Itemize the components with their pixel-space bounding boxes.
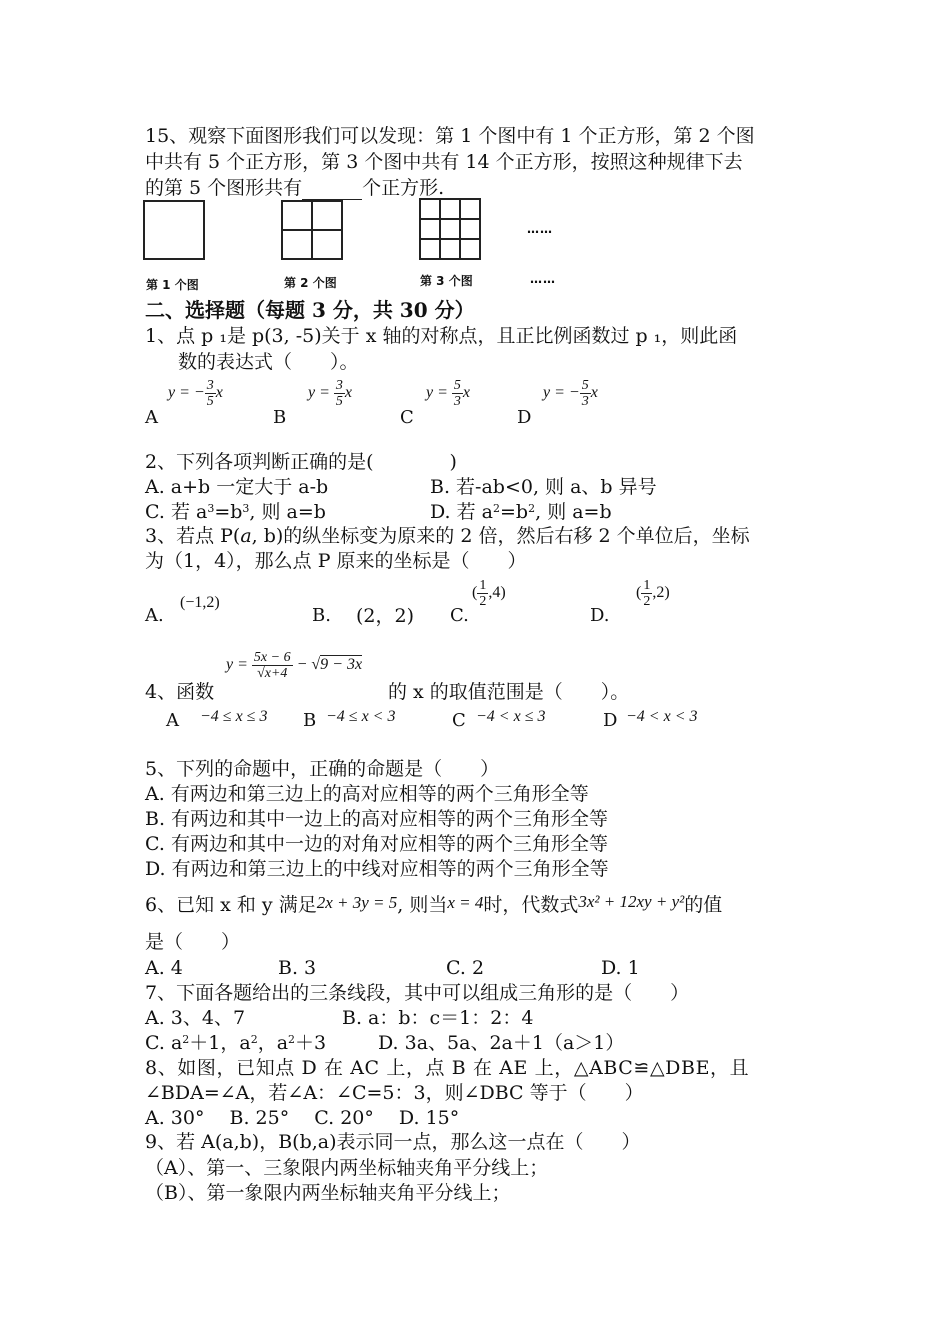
square-pattern-figures: [130, 195, 590, 295]
q1-option-b: B: [273, 407, 287, 428]
q2-option-a: A. a+b 一定大于 a-b: [145, 476, 329, 498]
figure-3-grid: [420, 199, 480, 259]
q6-option-d: D. 1: [601, 957, 640, 979]
q6-option-c: C. 2: [446, 957, 485, 979]
caption-figure-2: 第 2 个图: [284, 276, 337, 290]
caption-figure-1: 第 1 个图: [146, 278, 199, 292]
q4-range-a: −4 ≤ x ≤ 3: [200, 708, 268, 725]
q3-option-a: A.: [145, 605, 164, 626]
q4-formula: y = $\frac{5x - 6}{√x+4}$ − √9 − 3x: [226, 650, 363, 681]
q8-options: A. 30° B. 25° C. 20° D. 15°: [145, 1107, 460, 1129]
q7-option-c: C. $a^2+1$，$a^2$，$a^2+3$: [145, 1032, 327, 1054]
q6-option-b: B. 3: [278, 957, 317, 979]
q1-option-d: D: [517, 407, 532, 428]
caption-figure-3: 第 3 个图: [420, 274, 473, 288]
q3-value-b: (2，2): [356, 605, 415, 627]
ellipsis-bottom: ……: [530, 272, 556, 286]
q5-option-d: D. 有两边和第三边上的中线对应相等的两个三角形全等: [145, 858, 609, 880]
q1-formula-d: y = − $\frac{5}{3}$ x: [543, 378, 598, 409]
q1-formula-b: y = $\frac{3}{5}$ x: [308, 378, 353, 409]
q9-option-b: （B）、第一象限内两坐标轴夹角平分线上；: [145, 1182, 511, 1204]
q1-line-1: 1、点 p ₁是 p(3, -5)关于 x 轴的对称点，且正比例函数过 p ₁，则此函: [145, 325, 738, 347]
q3-option-b: B.: [312, 605, 331, 626]
figure-2-grid: [282, 201, 342, 259]
q4-stem-post: 的 x 的取值范围是（ ）。: [388, 681, 630, 703]
q1-line-2: 数的表达式（ ）。: [178, 351, 359, 373]
q4-range-c: −4 < x ≤ 3: [476, 708, 546, 725]
q9-stem: 9、若 A(a,b)，B(b,a)表示同一点，那么这一点在（ ）: [145, 1131, 641, 1153]
q4-option-a: A: [166, 710, 179, 731]
q2-option-b: B. 若-ab<0, 则 a、b 异号: [430, 476, 657, 498]
q1-option-c: C: [400, 407, 414, 428]
q15-line-2: 中共有 5 个正方形，第 3 个图中共有 14 个正方形，按照这种规律下去: [145, 151, 743, 173]
figure-1-square: [144, 201, 204, 259]
q4-option-b: B: [303, 710, 317, 731]
q3-option-d: D.: [590, 605, 610, 626]
q4-range-b: −4 ≤ x < 3: [326, 708, 396, 725]
q1-option-a: A: [145, 407, 158, 428]
section-title: 二、选择题（每题 3 分，共 30 分）: [145, 298, 475, 322]
q3-value-a: (−1,2): [180, 594, 220, 611]
q6-option-a: A. 4: [145, 957, 183, 979]
q7-option-b: B. a：b：c＝1：2：4: [342, 1007, 534, 1029]
q6-line-2: 是（ ）: [145, 931, 241, 953]
q3-line-1: 3、若点 P(a, b)的纵坐标变为原来的 2 倍，然后右移 2 个单位后，坐标: [145, 525, 750, 547]
q4-stem-pre: 4、函数: [145, 681, 215, 703]
q7-stem: 7、下面各题给出的三条线段，其中可以组成三角形的是（ ）: [145, 982, 690, 1004]
q15-line-1: 15、观察下面图形我们可以发现：第 1 个图中有 1 个正方形，第 2 个图: [145, 125, 755, 147]
q8-line-1: 8、如图，已知点 D 在 AC 上，点 B 在 AE 上，△ABC≌△DBE，且: [145, 1057, 750, 1079]
q5-stem: 5、下列的命题中，正确的命题是（ ）: [145, 758, 500, 780]
q2-option-d: D. 若 $a^2=b^2$, 则 a=b: [430, 501, 612, 523]
q2-stem: 2、下列各项判断正确的是( ): [145, 451, 457, 473]
q7-option-a: A. 3、4、7: [145, 1007, 246, 1029]
ellipsis-top: ……: [527, 222, 553, 236]
q3-line-2: 为（1，4），那么点 P 原来的坐标是（ ）: [145, 550, 527, 572]
q2-option-c: C. 若 $a^3=b^3$, 则 a=b: [145, 501, 326, 523]
q6-line-1: 6、已知 x 和 y 满足2x + 3y = 5, 则当x = 4时，代数式3x² + 12xy + y²的值: [145, 892, 723, 916]
q3-value-d: ( $\frac{1}{2}$ ,2): [636, 578, 670, 609]
q4-option-c: C: [452, 710, 466, 731]
q7-option-d: D. 3a、5a、2a＋1（a＞1）: [378, 1032, 625, 1054]
q3-value-c: ( $\frac{1}{2}$ ,4): [472, 578, 506, 609]
q15-line-3-tail: 个正方形.: [362, 177, 445, 199]
q1-formula-a: y = − $\frac{3}{5}$ x: [168, 378, 223, 409]
q8-line-2: ∠BDA=∠A，若∠A：∠C=5：3，则∠DBC 等于（ ）: [145, 1082, 644, 1104]
q1-formula-c: y = $\frac{5}{3}$ x: [426, 378, 471, 409]
q5-option-b: B. 有两边和其中一边上的高对应相等的两个三角形全等: [145, 808, 609, 830]
q15-line-3-text: 的第 5 个图形共有: [145, 177, 303, 199]
q4-range-d: −4 < x < 3: [626, 708, 698, 725]
q5-option-c: C. 有两边和其中一边的对角对应相等的两个三角形全等: [145, 833, 608, 855]
q9-option-a: （A）、第一、三象限内两坐标轴夹角平分线上；: [145, 1157, 549, 1179]
q4-option-d: D: [603, 710, 618, 731]
q5-option-a: A. 有两边和第三边上的高对应相等的两个三角形全等: [145, 783, 589, 805]
q3-option-c: C.: [450, 605, 469, 626]
